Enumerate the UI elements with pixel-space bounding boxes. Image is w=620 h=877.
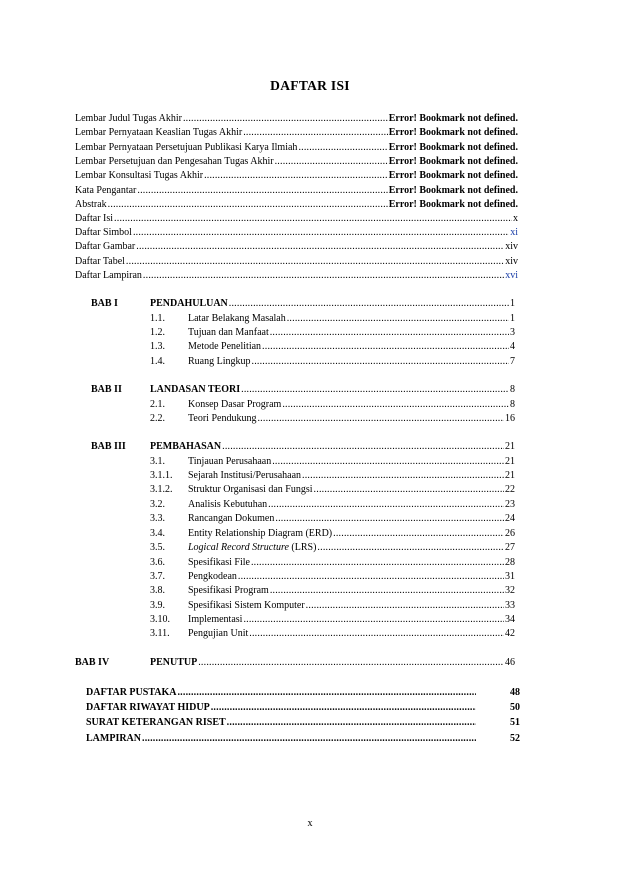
section-title: Struktur Organisasi dan Fungsi <box>188 484 313 495</box>
section-entry[interactable] <box>188 584 515 597</box>
section-number: 3.1. <box>150 456 165 467</box>
toc-entry[interactable] <box>75 240 518 253</box>
leader-dots <box>114 212 512 225</box>
toc-entry[interactable] <box>86 716 520 729</box>
toc-entry-label: DAFTAR RIWAYAT HIDUP <box>86 702 210 713</box>
toc-entry-page: Error! Bookmark not defined. <box>388 170 518 181</box>
section-entry[interactable] <box>188 613 515 626</box>
toc-entry-page: xiv <box>505 241 518 252</box>
leader-dots <box>251 556 504 569</box>
leader-dots <box>211 701 476 714</box>
toc-entry[interactable] <box>86 732 520 745</box>
section-page: 8 <box>510 399 515 410</box>
toc-entry-page: Error! Bookmark not defined. <box>388 156 518 167</box>
section-entry[interactable] <box>188 570 515 583</box>
leader-dots <box>262 340 509 353</box>
section-page: 16 <box>505 413 515 424</box>
section-number: 1.4. <box>150 356 165 367</box>
toc-entry-label: Lembar Judul Tugas Akhir <box>75 113 182 124</box>
chapter-title: PENDAHULUAN <box>150 298 228 309</box>
section-page: 21 <box>505 470 515 481</box>
section-page: 24 <box>505 513 515 524</box>
chapter-page: 46 <box>505 657 515 668</box>
leader-dots <box>241 383 509 396</box>
section-title-suffix: (LRS) <box>288 542 317 553</box>
section-title: Rancangan Dokumen <box>188 513 275 524</box>
section-entry[interactable] <box>188 412 515 425</box>
chapter-entry[interactable] <box>150 383 515 396</box>
chapter-entry[interactable] <box>150 656 515 669</box>
section-entry[interactable] <box>188 340 515 353</box>
toc-entry[interactable] <box>75 155 518 168</box>
section-title: Konsep Dasar Program <box>188 399 282 410</box>
toc-entry-label: Daftar Isi <box>75 213 114 224</box>
leader-dots <box>306 599 504 612</box>
section-title: Pengkodean <box>188 571 237 582</box>
section-title: Spesifikasi Program <box>188 585 269 596</box>
section-title: Spesifikasi Sistem Komputer <box>188 600 305 611</box>
chapter-page: 8 <box>510 384 515 395</box>
chapter-title: PENUTUP <box>150 657 198 668</box>
section-number: 1.2. <box>150 327 165 338</box>
section-number: 2.1. <box>150 399 165 410</box>
leader-dots <box>268 498 504 511</box>
section-title: Latar Belakang Masalah <box>188 313 286 324</box>
section-number: 3.3. <box>150 513 165 524</box>
leader-dots <box>282 398 509 411</box>
section-title: Logical Record Structure <box>188 542 289 553</box>
section-page: 32 <box>505 585 515 596</box>
leader-dots <box>298 141 387 154</box>
section-entry[interactable] <box>188 498 515 511</box>
section-page: 4 <box>510 341 515 352</box>
leader-dots <box>238 570 504 583</box>
section-title: Entity Relationship Diagram (ERD) <box>188 528 333 539</box>
page-title: DAFTAR ISI <box>270 78 350 93</box>
leader-dots <box>243 126 388 139</box>
leader-dots <box>270 326 509 339</box>
section-title: Sejarah Institusi/Perusahaan <box>188 470 302 481</box>
toc-entry[interactable] <box>86 701 520 714</box>
leader-dots <box>108 198 388 211</box>
section-entry[interactable] <box>188 483 515 496</box>
section-title: Metode Penelitian <box>188 341 262 352</box>
section-entry[interactable] <box>188 541 515 554</box>
section-number: 3.1.2. <box>150 484 173 495</box>
chapter-number: BAB II <box>91 384 122 395</box>
leader-dots <box>243 613 504 626</box>
section-number: 3.1.1. <box>150 470 173 481</box>
section-page: 22 <box>505 484 515 495</box>
section-number: 3.7. <box>150 571 165 582</box>
section-entry[interactable] <box>188 527 515 540</box>
section-title-wrap <box>188 541 316 554</box>
toc-entry[interactable] <box>75 198 518 211</box>
section-entry[interactable] <box>188 599 515 612</box>
toc-entry[interactable] <box>75 169 518 182</box>
leader-dots <box>229 297 509 310</box>
chapter-entry[interactable] <box>150 440 515 453</box>
section-title: Teori Pendukung <box>188 413 257 424</box>
section-page: 7 <box>510 356 515 367</box>
section-number: 3.5. <box>150 542 165 553</box>
toc-entry[interactable] <box>75 226 518 239</box>
section-entry[interactable] <box>188 398 515 411</box>
section-number: 3.10. <box>150 614 170 625</box>
leader-dots <box>198 656 504 669</box>
section-page: 42 <box>505 628 515 639</box>
chapter-page: 1 <box>510 298 515 309</box>
section-number: 3.6. <box>150 557 165 568</box>
toc-entry[interactable] <box>86 686 520 699</box>
toc-entry-page: 51 <box>510 717 520 728</box>
toc-entry-page: Error! Bookmark not defined. <box>388 142 518 153</box>
toc-entry-label: Lembar Persetujuan dan Pengesahan Tugas Akhir <box>75 156 274 167</box>
section-entry[interactable] <box>188 627 515 640</box>
chapter-number: BAB IV <box>75 657 110 668</box>
leader-dots <box>143 269 504 282</box>
chapter-title: LANDASAN TEORI <box>150 384 241 395</box>
section-title: Tinjauan Perusahaan <box>188 456 272 467</box>
section-page: 1 <box>510 313 515 324</box>
leader-dots <box>177 686 476 699</box>
chapter-number: BAB I <box>91 298 118 309</box>
leader-dots <box>222 440 504 453</box>
leader-dots <box>275 155 388 168</box>
section-page: 31 <box>505 571 515 582</box>
section-number: 3.4. <box>150 528 165 539</box>
section-title: Implementasi <box>188 614 243 625</box>
section-number: 1.1. <box>150 313 165 324</box>
leader-dots <box>272 455 504 468</box>
leader-dots <box>287 312 509 325</box>
leader-dots <box>270 584 504 597</box>
toc-entry-page: 50 <box>510 702 520 713</box>
section-entry[interactable] <box>188 312 515 325</box>
chapter-page: 21 <box>505 441 515 452</box>
chapter-title: PEMBAHASAN <box>150 441 222 452</box>
toc-entry[interactable] <box>75 112 518 125</box>
section-entry[interactable] <box>188 556 515 569</box>
toc-entry-label: Daftar Tabel <box>75 256 125 267</box>
leader-dots <box>275 512 504 525</box>
section-number: 1.3. <box>150 341 165 352</box>
toc-entry[interactable] <box>75 212 518 225</box>
section-number: 3.11. <box>150 628 170 639</box>
toc-entry-label: Kata Pengantar <box>75 185 137 196</box>
toc-entry-page: Error! Bookmark not defined. <box>388 127 518 138</box>
section-page: 34 <box>505 614 515 625</box>
toc-entry-label: LAMPIRAN <box>86 733 141 744</box>
section-number: 2.2. <box>150 413 165 424</box>
section-entry[interactable] <box>188 469 515 482</box>
toc-entry-label: SURAT KETERANGAN RISET <box>86 717 226 728</box>
leader-dots <box>126 255 504 268</box>
toc-entry-page: Error! Bookmark not defined. <box>388 113 518 124</box>
toc-entry-page: xiv <box>505 256 518 267</box>
leader-dots <box>257 412 504 425</box>
leader-dots <box>137 184 387 197</box>
section-title: Pengujian Unit <box>188 628 249 639</box>
toc-entry-page: Error! Bookmark not defined. <box>388 199 518 210</box>
toc-entry-page: Error! Bookmark not defined. <box>388 185 518 196</box>
section-page: 28 <box>505 557 515 568</box>
leader-dots <box>317 541 504 554</box>
toc-entry-page: xi <box>510 227 518 238</box>
leader-dots <box>142 732 476 745</box>
leader-dots <box>314 483 504 496</box>
toc-entry-page: x <box>513 213 518 224</box>
toc-entry-page: xvi <box>505 270 518 281</box>
section-number: 3.2. <box>150 499 165 510</box>
toc-entry[interactable] <box>75 269 518 282</box>
toc-entry-label: DAFTAR PUSTAKA <box>86 687 177 698</box>
toc-entry-label: Daftar Simbol <box>75 227 132 238</box>
section-title: Spesifikasi File <box>188 557 250 568</box>
toc-entry[interactable] <box>75 141 518 154</box>
leader-dots <box>204 169 388 182</box>
chapter-entry[interactable] <box>150 297 515 310</box>
toc-entry-label: Lembar Pernyataan Persetujuan Publikasi Karya Ilmiah <box>75 142 298 153</box>
section-title: Analisis Kebutuhan <box>188 499 268 510</box>
toc-entry[interactable] <box>75 255 518 268</box>
section-entry[interactable] <box>188 455 515 468</box>
section-entry[interactable] <box>188 512 515 525</box>
toc-entry-label: Abstrak <box>75 199 107 210</box>
toc-entry-label: Lembar Pernyataan Keaslian Tugas Akhir <box>75 127 243 138</box>
section-entry[interactable] <box>188 326 515 339</box>
section-title: Ruang Lingkup <box>188 356 251 367</box>
section-number: 3.9. <box>150 600 165 611</box>
section-entry[interactable] <box>188 355 515 368</box>
toc-entry-label: Daftar Gambar <box>75 241 136 252</box>
toc-entry-page: 52 <box>510 733 520 744</box>
leader-dots <box>252 355 510 368</box>
leader-dots <box>136 240 504 253</box>
page-number: x <box>307 818 313 829</box>
toc-entry-page: 48 <box>510 687 520 698</box>
toc-entry-label: Daftar Lampiran <box>75 270 142 281</box>
leader-dots <box>302 469 504 482</box>
section-page: 27 <box>505 542 515 553</box>
leader-dots <box>227 716 476 729</box>
section-page: 21 <box>505 456 515 467</box>
section-page: 23 <box>505 499 515 510</box>
toc-entry[interactable] <box>75 184 518 197</box>
toc-entry-label: Lembar Konsultasi Tugas Akhir <box>75 170 204 181</box>
leader-dots <box>133 226 509 239</box>
leader-dots <box>249 627 504 640</box>
section-page: 33 <box>505 600 515 611</box>
toc-entry[interactable] <box>75 126 518 139</box>
section-page: 3 <box>510 327 515 338</box>
leader-dots <box>183 112 388 125</box>
leader-dots <box>333 527 504 540</box>
chapter-number: BAB III <box>91 441 126 452</box>
section-title: Tujuan dan Manfaat <box>188 327 269 338</box>
section-page: 26 <box>505 528 515 539</box>
section-number: 3.8. <box>150 585 165 596</box>
